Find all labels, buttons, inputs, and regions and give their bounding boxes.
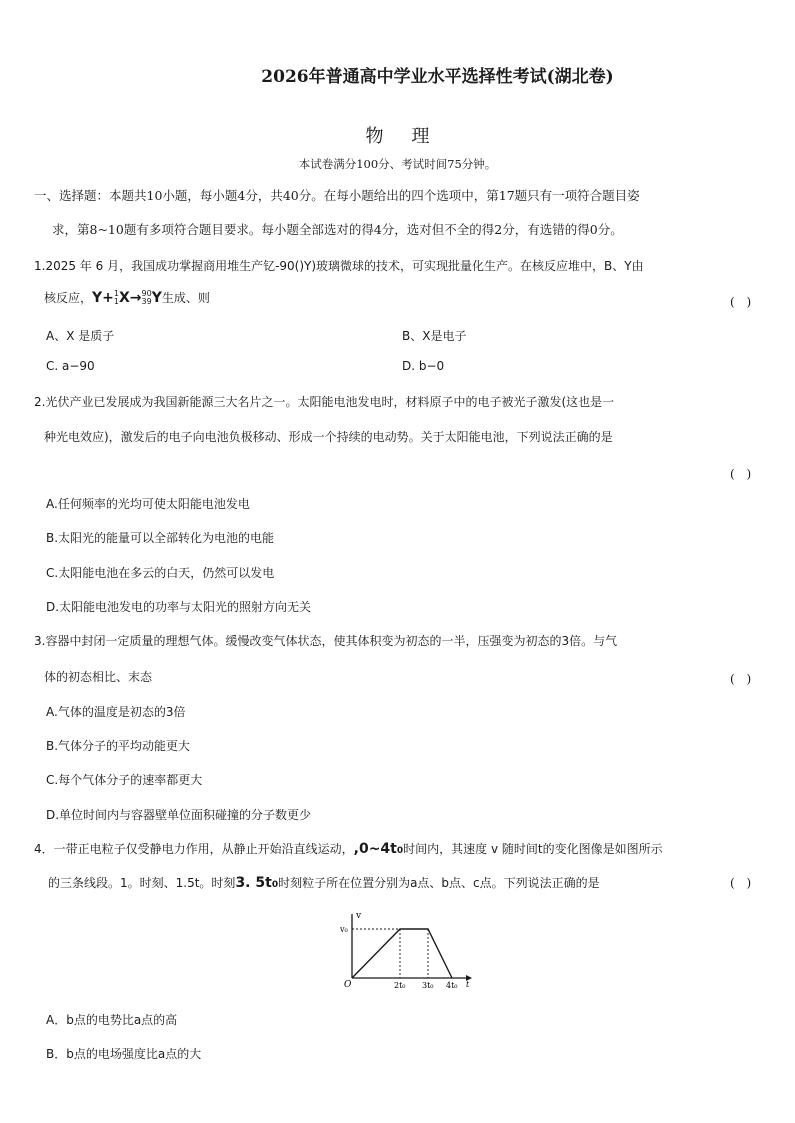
q2-option-c: C.太阳能电池在多云的白天，仍然可以发电 (46, 566, 275, 580)
tick-3t0: 3t₀ (422, 981, 434, 988)
q1-option-b: B、X是电子 (402, 329, 467, 343)
q4-answer-paren: ( ) (730, 876, 756, 890)
q2-option-a: A.任何频率的光均可使太阳能电池发电 (46, 497, 250, 511)
q4-option-a: A．b点的电势比a点的高 (46, 1013, 178, 1027)
tick-4t0: 4t₀ (446, 981, 458, 988)
q1-prefix: 核反应， (44, 291, 93, 305)
v0-label: v₀ (340, 925, 348, 934)
exam-title: 2026年普通高中学业水平选择性考试(湖北卷) (261, 67, 614, 87)
q1-stem-line1: 1.2025 年 6 月，我国成功掌握商用堆生产钇-90()Y)玻璃微球的技术，可实现批量化生产。在核反应堆中，B、Y由 (34, 259, 644, 273)
q4-option-b: B．b点的电场强度比a点的大 (46, 1047, 202, 1061)
origin-label: O (344, 980, 352, 988)
q2-option-b: B.太阳光的能量可以全部转化为电池的电能 (46, 531, 275, 545)
q1-suffix: 生成、则 (161, 291, 210, 305)
q2-stem-line2: 种光电效应)，激发后的电子向电池负极移动、形成一个持续的电动势。关于太阳能电池，下列说法正确的是 (44, 430, 613, 444)
tick-2t0: 2t₀ (394, 981, 406, 988)
q3-option-a: A.气体的温度是初态的3倍 (46, 705, 186, 719)
subject-heading: 物理 (365, 126, 458, 147)
q3-answer-paren: ( ) (730, 672, 756, 686)
velocity-curve (352, 929, 452, 978)
section1-instructions-line1: 一、选择题：本题共10小题，每小题4分，共40分。在每小题给出的四个选项中，第17题只有一项符合题目姿 (34, 188, 640, 203)
q1-option-c: C. a−90 (46, 359, 95, 373)
q3-stem-line1: 3.容器中封闭一定质量的理想气体。缓慢改变气体状态，使其体积变为初态的一半，压强变为初态的3倍。与气 (34, 634, 618, 648)
t-axis-label: t (466, 980, 470, 988)
q1-option-d: D. b−0 (402, 359, 445, 373)
nuclear-reaction-formula: Y+ 1 1 X→ 90 39 Y (92, 289, 162, 306)
q2-option-d: D.太阳能电池发电的功率与太阳光的照射方向无关 (46, 600, 312, 614)
q2-stem-line1: 2.光伏产业已发展成为我国新能源三大名片之一。太阳能电池发电时，材料原子中的电子被光子激发(这也是一 (34, 395, 615, 409)
q3-option-d: D.单位时间内与容器壁单位面积碰撞的分子数更少 (46, 808, 312, 822)
q4-stem-line2: 的三条线段。1。时刻、1.5t。时刻3. 5t0时刻粒子所在位置分别为a点、b点、c点。下列说法正确的是 (48, 875, 600, 891)
q4-time-range: ,0~4t0 (353, 841, 404, 857)
q2-answer-paren: ( ) (730, 467, 756, 481)
q4-time-point: 3. 5t0 (235, 875, 279, 891)
exam-note: 本试卷满分100分、考试时间75分钟。 (298, 157, 497, 171)
q3-option-c: C.每个气体分子的速率都更大 (46, 773, 203, 787)
q1-option-a: A、X 是质子 (46, 329, 115, 343)
velocity-time-graph (334, 908, 474, 988)
v-axis-label: v (356, 911, 362, 921)
section1-instructions-line2: 求，第8~10题有多项符合题目要求。每小题全部选对的得4分，选对但不全的得2分，有选错的得0分。 (52, 222, 623, 237)
q1-stem-line2 (44, 287, 210, 306)
q4-stem-line1: 4．一带正电粒子仅受静电力作用，从静止开始沿直线运动，,0~4t0时间内，其速度 v 随时间t的变化图像是如图所示 (34, 841, 663, 857)
q3-option-b: B.气体分子的平均动能更大 (46, 739, 191, 753)
q3-stem-line2: 体的初态相比、末态 (44, 670, 153, 684)
q1-answer-paren: ( ) (730, 295, 756, 309)
